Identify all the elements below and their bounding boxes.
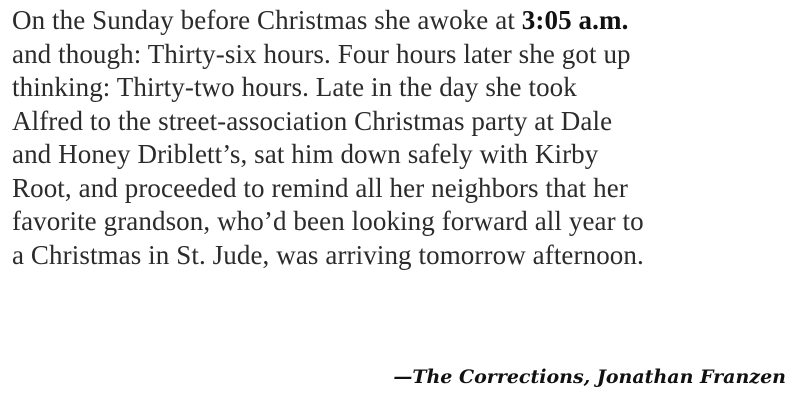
quote-time-emphasis: 3:05 a.m. <box>521 5 629 35</box>
quote-line-1 <box>12 4 792 38</box>
quote-line-5: and Honey Driblett’s, sat him down safely with Kirby <box>12 139 599 169</box>
quote-line-4: Alfred to the street-association Christmas party at Dale <box>12 105 613 136</box>
quote-line-3: thinking: Thirty-two hours. Late in the day she took <box>12 72 577 102</box>
quote-line-1-text: On the Sunday before Christmas she awoke at <box>12 5 522 35</box>
quote-passage <box>12 4 792 272</box>
quote-line-8: a Christmas in St. Jude, was arriving tomorrow afternoon. <box>12 239 644 270</box>
quote-line-2: and though: Thirty-six hours. Four hours later she got up <box>12 38 631 69</box>
quote-line-6: Root, and proceeded to remind all her neighbors that her <box>12 172 628 203</box>
quote-line-7: favorite grandson, who’d been looking forward all year to <box>12 206 644 236</box>
quote-attribution: —The Corrections, Jonathan Franzen <box>393 366 786 388</box>
